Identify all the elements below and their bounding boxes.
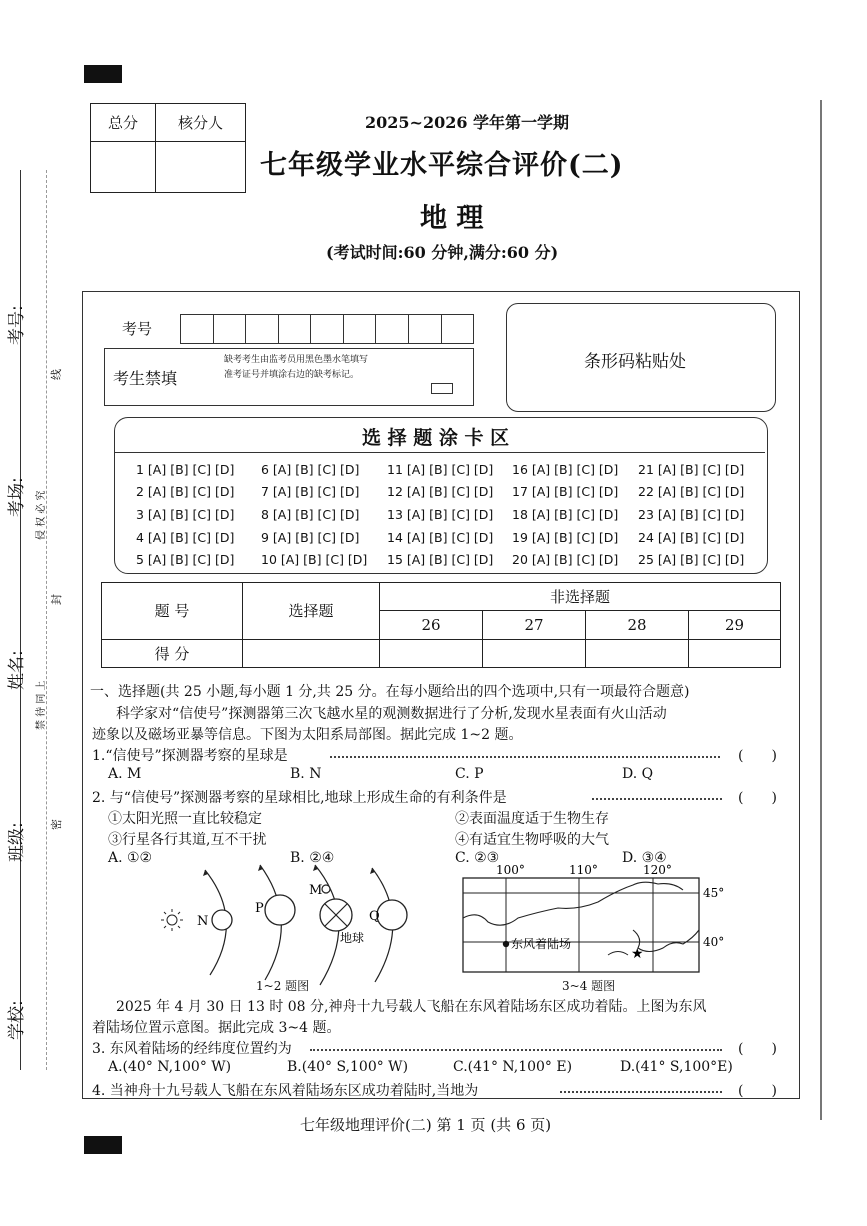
lon-120: 120° [643,863,672,877]
score-checker-label: 核分人 [156,104,246,142]
margin-mi: 密 [50,819,63,830]
forbidden-note: 缺考考生由监考员用黑色墨水笔填写准考证号并填涂右边的缺考标记。 [224,355,369,380]
score-table [90,103,246,193]
q3-option: D.(41° S,100°E) [620,1059,733,1075]
absent-mark-box[interactable] [431,383,453,394]
sun-icon [161,909,183,931]
q3-option: C.(41° N,100° E) [453,1059,573,1075]
site-dot [503,941,509,947]
choice-title: 选 择 题 涂 卡 区 [362,427,510,449]
dot-leader [310,1049,722,1051]
grade-score-cell[interactable] [689,639,781,667]
score-total-label: 总分 [91,104,156,142]
lon-100: 100° [496,863,525,877]
q3-option: B.(40° S,100° W) [287,1059,409,1075]
answer-paren[interactable]: ( ) [738,790,777,806]
q1-option: D. Q [622,766,654,782]
choice-item[interactable]: 25 [A] [B] [C] [D] [638,552,745,568]
choice-row [136,548,744,571]
right-edge-line [820,100,822,1120]
choice-row [136,503,744,526]
grade-score-label: 得 分 [102,639,243,667]
choice-item[interactable]: 18 [A] [B] [C] [D] [512,506,619,522]
choice-item[interactable]: 15 [A] [B] [C] [D] [387,552,494,568]
grade-choice-label: 选择题 [243,583,380,640]
grade-score-cell[interactable] [586,639,689,667]
page-title: 七年级学业水平综合评价(二) [260,150,624,181]
subject-title: 地 理 [420,203,484,234]
choice-grid[interactable] [136,458,744,571]
q2-option: B. ②④ [290,850,335,866]
margin-exam-room: 考场: [7,477,27,517]
choice-item[interactable]: 4 [A] [B] [C] [D] [136,529,235,545]
page-footer: 七年级地理评价(二) 第 1 页 (共 6 页) [300,1116,552,1134]
choice-item[interactable]: 3 [A] [B] [C] [D] [136,506,235,522]
forbidden-label: 考生禁填 [113,369,178,388]
lat-40: 40° [703,935,725,949]
question-1: 1.“信使号”探测器考察的星球是 [92,748,288,764]
q2-item: ④有适宜生物呼吸的大气 [455,832,609,848]
fig1-caption: 1~2 题图 [256,979,310,993]
planet-p [265,895,295,925]
term-label: 2025~2026 学年第一学期 [365,113,570,132]
label-m: M [309,883,323,898]
fig2-caption: 3~4 题图 [562,979,616,993]
q2-option: A. ①② [108,850,153,866]
dot-leader [592,798,722,800]
choice-item[interactable]: 20 [A] [B] [C] [D] [512,552,619,568]
q2-item: ②表面温度适于生物生存 [455,811,609,827]
label-p: P [255,901,264,916]
choice-item[interactable]: 11 [A] [B] [C] [D] [387,461,494,477]
choice-item[interactable]: 24 [A] [B] [C] [D] [638,529,745,545]
registration-mark-bottom [84,1136,122,1154]
moon-m [322,885,330,893]
q2-option: D. ③④ [622,850,667,866]
grade-score-cell[interactable] [483,639,586,667]
margin-seal-line: 线 [50,369,63,380]
answer-paren[interactable]: ( ) [738,1083,777,1099]
choice-item[interactable]: 22 [A] [B] [C] [D] [638,484,745,500]
intro-line-4: 着陆场位置示意图。据此完成 3~4 题。 [92,1020,341,1036]
landing-site-map [458,860,728,978]
question-4: 4. 当神舟十九号载人飞船在东风着陆场东区成功着陆时,当地为 [92,1083,479,1099]
registration-mark-top [84,65,122,83]
choice-item[interactable]: 12 [A] [B] [C] [D] [387,484,494,500]
choice-title-underline [115,452,765,453]
grade-col: 29 [689,611,781,639]
choice-item[interactable]: 2 [A] [B] [C] [D] [136,484,235,500]
choice-item[interactable]: 17 [A] [B] [C] [D] [512,484,619,500]
choice-item[interactable]: 1 [A] [B] [C] [D] [136,461,235,477]
choice-row [136,481,744,504]
label-earth: 地球 [340,931,365,945]
question-3: 3. 东风着陆场的经纬度位置约为 [92,1041,292,1057]
margin-seal: 封 [50,594,63,605]
margin-dashed-line [46,170,47,1070]
margin-exam-no: 考号: [7,305,27,345]
grade-qno-label: 题 号 [102,583,243,640]
star-icon: ★ [631,946,644,962]
lat-45: 45° [703,886,725,900]
planet-n [212,910,232,930]
margin-name: 姓名: [7,650,27,690]
exam-no-label: 考号 [122,320,153,338]
score-checker-cell[interactable] [156,142,246,193]
label-n: N [197,914,209,929]
q3-option: A.(40° N,100° W) [108,1059,232,1075]
grade-nonchoice-label: 非选择题 [380,583,781,611]
choice-item[interactable]: 16 [A] [B] [C] [D] [512,461,619,477]
choice-item[interactable]: 9 [A] [B] [C] [D] [261,529,360,545]
lon-110: 110° [569,863,598,877]
intro-line-1: 科学家对“信使号”探测器第三次飞越水星的观测数据进行了分析,发现水星表面有火山活动 [116,706,667,722]
margin-class: 班级: [7,822,27,862]
choice-row [136,458,744,481]
grade-score-cell[interactable] [380,639,483,667]
dot-leader [560,1091,722,1093]
q1-option: A. M [108,766,142,782]
margin-note1: 侵 权 必 究 [36,490,47,540]
planet-q [377,900,407,930]
choice-item[interactable]: 8 [A] [B] [C] [D] [261,506,360,522]
choice-item[interactable]: 7 [A] [B] [C] [D] [261,484,360,500]
choice-item[interactable]: 13 [A] [B] [C] [D] [387,506,494,522]
section1-heading: 一、选择题(共 25 小题,每小题 1 分,共 25 分。在每小题给出的四个选项中,只有一项最符合题意) [90,684,690,700]
intro-line-3: 2025 年 4 月 30 日 13 时 08 分,神舟十九号载人飞船在东风着陆场东区成功着陆。上图为东风 [116,999,707,1015]
q1-option: B. N [290,766,322,782]
q2-item: ③行星各行其道,互不干扰 [108,832,267,848]
site-label: 东风着陆场 [511,937,572,951]
score-total-cell[interactable] [91,142,156,193]
intro-line-2: 迹象以及磁场亚暴等信息。下图为太阳系局部图。据此完成 1~2 题。 [92,727,523,743]
answer-paren[interactable]: ( ) [738,1041,777,1057]
grade-col: 26 [380,611,483,639]
choice-item[interactable]: 14 [A] [B] [C] [D] [387,529,494,545]
exam-no-boxes[interactable] [180,314,474,344]
grade-col: 28 [586,611,689,639]
q1-option: C. P [455,766,484,782]
exam-info: (考试时间:60 分钟,满分:60 分) [326,243,559,262]
q2-option: C. ②③ [455,850,500,866]
choice-row [136,526,744,549]
choice-item[interactable]: 5 [A] [B] [C] [D] [136,552,235,568]
choice-item[interactable]: 6 [A] [B] [C] [D] [261,461,360,477]
margin-note2: 禁 待 同 上 [36,680,47,730]
barcode-label: 条形码粘贴处 [584,352,686,372]
label-q: Q [369,909,380,924]
dot-leader [330,756,720,758]
q2-item: ①太阳光照一直比较稳定 [108,811,262,827]
choice-item[interactable]: 21 [A] [B] [C] [D] [638,461,745,477]
question-2: 2. 与“信使号”探测器考察的星球相比,地球上形成生命的有利条件是 [92,790,507,806]
choice-item[interactable]: 23 [A] [B] [C] [D] [638,506,745,522]
answer-paren[interactable]: ( ) [738,748,777,764]
grade-col: 27 [483,611,586,639]
grade-table [101,582,781,668]
choice-item[interactable]: 19 [A] [B] [C] [D] [512,529,619,545]
margin-school: 学校: [7,1000,27,1040]
grade-score-cell[interactable] [243,639,380,667]
choice-item[interactable]: 10 [A] [B] [C] [D] [261,552,368,568]
